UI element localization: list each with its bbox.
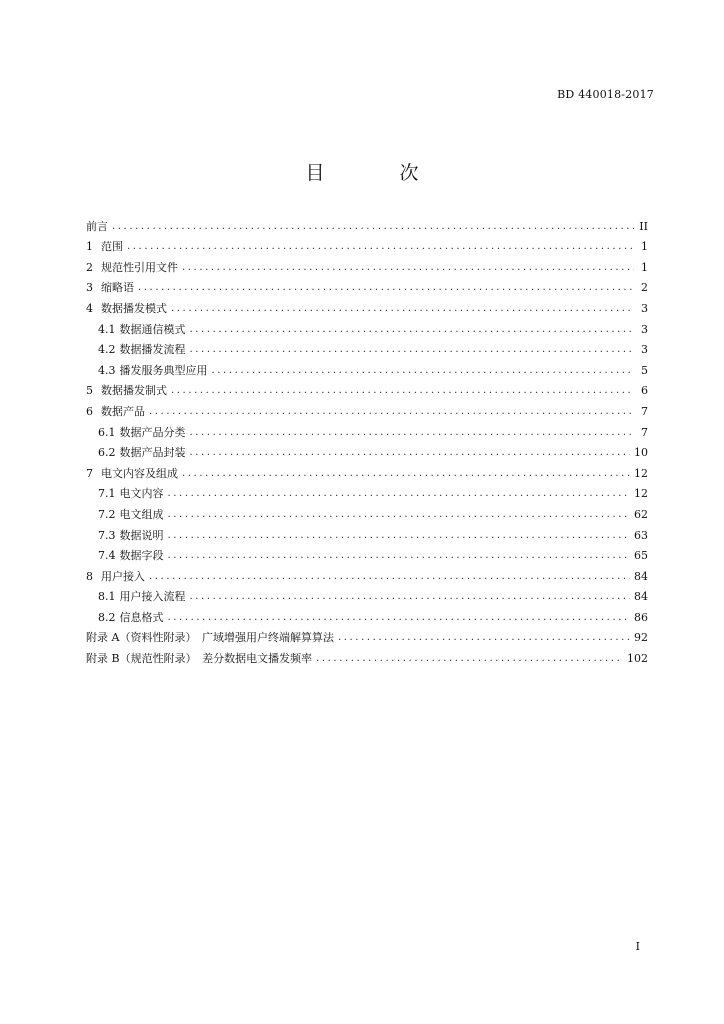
toc-dot-leader (171, 384, 634, 398)
toc-entry[interactable] (86, 419, 648, 440)
toc-entry[interactable] (86, 604, 648, 625)
toc-entry[interactable] (86, 543, 648, 564)
toc-entry[interactable] (86, 584, 648, 605)
toc-entry-label: 数据产品分类 (119, 425, 186, 439)
toc-entry-label: 电文内容及组成 (101, 466, 178, 480)
toc-entry-page: II (639, 219, 648, 233)
toc-dot-leader (138, 281, 634, 295)
toc-entry-label: 用户接入流程 (119, 590, 186, 604)
toc-entry-page: 84 (634, 569, 648, 583)
toc-entry-number: 4.3 (98, 363, 116, 377)
toc-entry[interactable] (86, 337, 648, 358)
toc-entry-label: 数据播发流程 (119, 343, 186, 357)
toc-entry-number: 6.1 (98, 425, 116, 439)
toc-entry-label: 数据播发模式 (101, 301, 167, 315)
toc-dot-leader (190, 343, 635, 357)
toc-entry[interactable] (86, 295, 648, 316)
toc-dot-leader (190, 323, 635, 337)
toc-entry-label: 数据字段 (119, 549, 164, 563)
toc-dot-leader (112, 220, 634, 234)
toc-entry-number: 8.2 (98, 610, 116, 624)
toc-entry-page: 62 (634, 507, 648, 521)
toc-dot-leader (168, 529, 631, 543)
toc-entry[interactable] (86, 398, 648, 419)
toc-entry-number: 4.1 (98, 322, 116, 336)
toc-entry-page: 102 (627, 652, 648, 666)
toc-entry-number: 7 (86, 466, 93, 480)
toc-entry[interactable] (86, 254, 648, 275)
toc-dot-leader (149, 570, 630, 584)
toc-entry-number: 4.2 (98, 343, 116, 357)
toc-entry-label: 数据产品 (101, 404, 145, 418)
toc-entry-number: 5 (86, 384, 93, 398)
document-code: BD 440018-2017 (557, 88, 654, 101)
toc-entry-page: 10 (634, 446, 648, 460)
toc-entry-number: 7.3 (98, 528, 116, 542)
toc-dot-leader (190, 426, 635, 440)
toc-dot-leader (168, 549, 631, 563)
toc-dot-leader (338, 631, 630, 645)
toc-entry-number: 8.1 (98, 590, 116, 604)
toc-entry-label: 缩略语 (101, 281, 134, 295)
toc-entry[interactable] (86, 522, 648, 543)
toc-entry[interactable] (86, 501, 648, 522)
toc-entry-number: 3 (86, 281, 93, 295)
toc-entry-number: 7.4 (98, 549, 116, 563)
toc-entry-page: 63 (634, 528, 648, 542)
toc-entry-page: 86 (634, 610, 648, 624)
toc-entry-number: 7.2 (98, 507, 116, 521)
toc-entry-label: 数据产品封装 (119, 446, 186, 460)
toc-entry-page: 84 (634, 590, 648, 604)
toc-entry-number: 6 (86, 404, 93, 418)
toc-entry[interactable] (86, 440, 648, 461)
toc-dot-leader (190, 590, 631, 604)
toc-entry-number: 2 (86, 260, 93, 274)
toc-entry[interactable] (86, 213, 648, 234)
toc-dot-leader (149, 405, 634, 419)
toc-entry-label: 信息格式 (119, 610, 164, 624)
toc-dot-leader (212, 364, 635, 378)
toc-entry-page: 65 (634, 549, 648, 563)
toc-entry[interactable] (86, 645, 648, 666)
toc-entry[interactable] (86, 460, 648, 481)
toc-dot-leader (190, 446, 631, 460)
toc-entry-label: 附录 A（资料性附录） 广域增强用户终端解算算法 (86, 631, 334, 645)
toc-entry[interactable] (86, 378, 648, 399)
toc-dot-leader (168, 508, 631, 522)
toc-entry-label: 规范性引用文件 (101, 260, 178, 274)
toc-entry[interactable] (86, 234, 648, 255)
page-number: I (635, 940, 640, 953)
toc-dot-leader (316, 652, 623, 666)
toc-entry[interactable] (86, 563, 648, 584)
toc-entry-page: 1 (641, 240, 648, 254)
toc-entry-page: 1 (641, 260, 648, 274)
toc-entry-label: 电文组成 (119, 507, 164, 521)
toc-entry-number: 1 (86, 240, 93, 254)
toc-entry-label: 数据说明 (119, 528, 164, 542)
toc-entry[interactable] (86, 316, 648, 337)
toc-entry-label: 范围 (101, 240, 123, 254)
toc-entry-page: 3 (641, 343, 648, 357)
toc-entry-label: 附录 B（规范性附录） 差分数据电文播发频率 (86, 652, 313, 666)
toc-entry-label: 播发服务典型应用 (119, 363, 208, 377)
toc-entry-page: 7 (641, 425, 648, 439)
toc-entry[interactable] (86, 481, 648, 502)
toc-dot-leader (127, 240, 634, 254)
toc-entry-page: 12 (634, 466, 648, 480)
toc-entry-number: 7.1 (98, 487, 116, 501)
toc-entry[interactable] (86, 357, 648, 378)
toc-entry-label: 电文内容 (119, 487, 164, 501)
toc-entry-label: 数据播发制式 (101, 384, 167, 398)
toc-entry-page: 3 (641, 301, 648, 315)
toc-title: 目 次 (305, 162, 447, 184)
toc-entry-page: 2 (641, 281, 648, 295)
toc-entry-label: 用户接入 (101, 569, 145, 583)
table-of-contents (86, 213, 648, 666)
toc-dot-leader (168, 487, 631, 501)
toc-entry-page: 12 (634, 487, 648, 501)
toc-entry[interactable] (86, 625, 648, 646)
toc-entry-page: 92 (634, 631, 648, 645)
toc-entry-page: 3 (641, 322, 648, 336)
toc-entry[interactable] (86, 275, 648, 296)
toc-entry-page: 6 (641, 384, 648, 398)
toc-entry-page: 5 (641, 363, 648, 377)
toc-entry-number: 6.2 (98, 446, 116, 460)
toc-dot-leader (168, 611, 631, 625)
toc-dot-leader (171, 302, 634, 316)
toc-entry-label: 数据通信模式 (119, 322, 186, 336)
toc-entry-number: 4 (86, 301, 93, 315)
toc-entry-label: 前言 (86, 219, 108, 233)
toc-entry-page: 7 (641, 404, 648, 418)
toc-dot-leader (182, 261, 634, 275)
toc-entry-number: 8 (86, 569, 93, 583)
toc-dot-leader (182, 467, 630, 481)
